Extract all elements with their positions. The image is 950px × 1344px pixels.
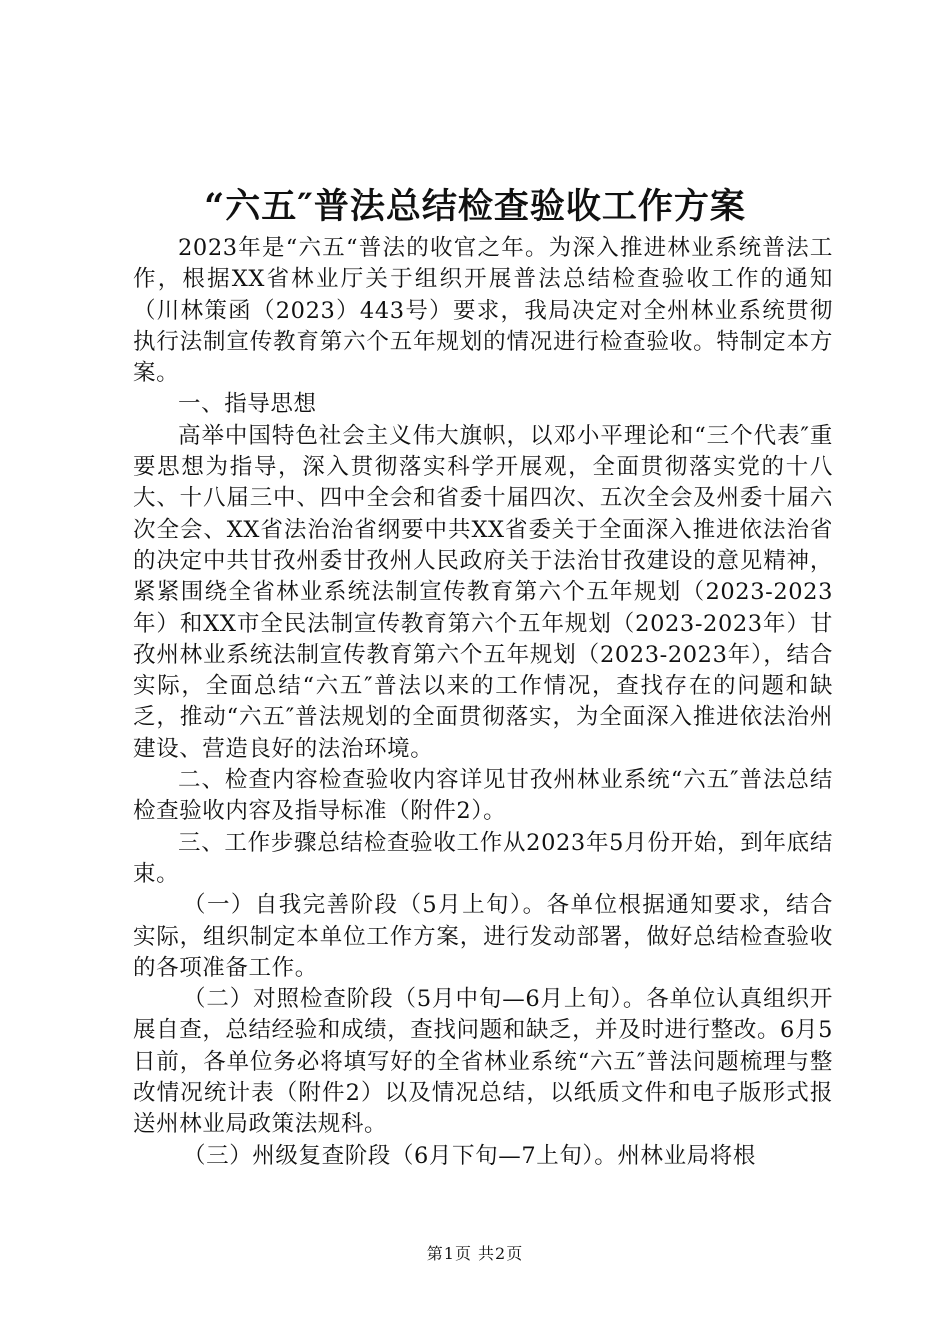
step-three-paragraph: （三）州级复查阶段（6月下旬—7上旬）。州林业局将根	[183, 1142, 756, 1169]
step-one-paragraph: （一）自我完善阶段（5月上旬）。各单位根据通知要求，结合实际，组织制定本单位工作方案，进行发动部署，做好总结检查验收的各项准备工作。	[133, 892, 833, 981]
section-heading-guiding-ideology: 一、指导思想	[178, 391, 317, 418]
page-number-footer: 第1页 共2页	[426, 1244, 524, 1263]
guiding-ideology-paragraph: 高举中国特色社会主义伟大旗帜，以邓小平理论和“三个代表″重要思想为指导，深入贯彻落实科学开展观，全面贯彻落实党的十八大、十八届三中、四中全会和省委十届四次、五次全会及州委十届六次全会、XX省法治治省纲要中共XX省委关于全面深入推进依法治省的决定中共甘孜州委甘孜州人民政府关于法治甘孜建设的意见精神，紧紧围绕全省林业系统法制宣传教育第六个五年规划（2023-2023年）和XX市全民法制宣传教育第六个五年规划（2023-2023年）甘孜州林业系统法制宣传教育第六个五年规划（2023-2023年），结合实际，全面总结“六五″普法以来的工作情况，查找存在的问题和缺乏，推动“六五″普法规划的全面贯彻落实，为全面深入推进依法治州建设、营造良好的法治环境。	[133, 422, 833, 762]
inspection-content-paragraph: 二、检查内容检查验收内容详见甘孜州林业系统“六五″普法总结检查验收内容及指导标准（附件2）。	[133, 767, 833, 825]
document-body	[133, 233, 833, 1172]
document-title: “六五″普法总结检查验收工作方案	[204, 186, 746, 227]
work-steps-paragraph: 三、工作步骤总结检查验收工作从2023年5月份开始，到年底结束。	[133, 829, 833, 887]
intro-paragraph: 2023年是“六五“普法的收官之年。为深入推进林业系统普法工作，根据XX省林业厅关于组织开展普法总结检查验收工作的通知（川林策函（2023）443号）要求，我局决定对全州林业系统贯彻执行法制宣传教育第六个五年规划的情况进行检查验收。特制定本方案。	[133, 235, 833, 387]
step-two-paragraph: （二）对照检查阶段（5月中旬—6月上旬）。各单位认真组织开展自查，总结经验和成绩，查找问题和缺乏，并及时进行整改。6月5日前，各单位务必将填写好的全省林业系统“六五″普法问题梳理与整改情况统计表（附件2）以及情况总结，以纸质文件和电子版形式报送州林业局政策法规科。	[133, 986, 834, 1138]
